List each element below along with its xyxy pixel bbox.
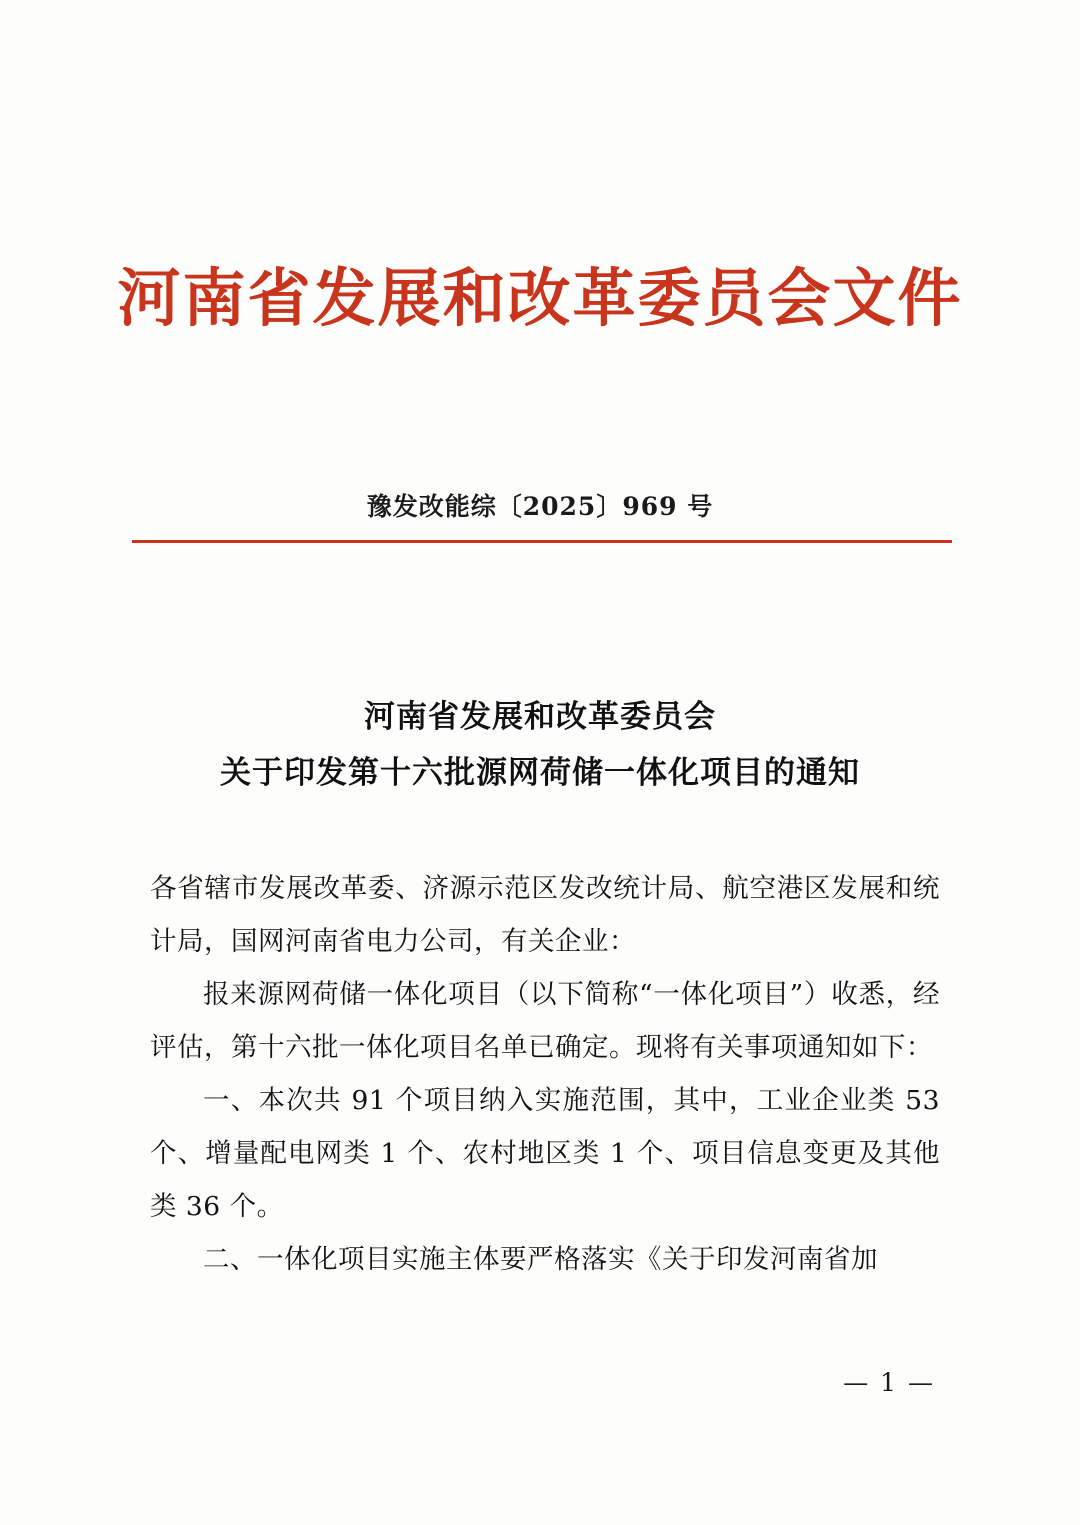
document-title-line-2: 关于印发第十六批源网荷储一体化项目的通知 — [220, 754, 860, 791]
body-addressee: 各省辖市发展改革委、济源示范区发改统计局、航空港区发展和统计局，国网河南省电力公司，有关企业： — [150, 873, 940, 957]
page-number: — 1 — — [843, 1368, 935, 1397]
masthead — [0, 262, 1080, 334]
red-divider-rule — [132, 540, 952, 543]
body-paragraph-3: 二、一体化项目实施主体要严格落实《关于印发河南省加 — [203, 1244, 878, 1275]
document-title — [0, 690, 1080, 802]
document-number: 豫发改能综〔2025〕969 号 — [366, 492, 714, 521]
document-title-line-1: 河南省发展和改革委员会 — [364, 699, 716, 735]
document-body — [150, 862, 940, 1286]
masthead-title: 河南省发展和改革委员会文件 — [117, 261, 963, 335]
body-paragraph-2: 一、本次共 91 个项目纳入实施范围，其中，工业企业类 53 个、增量配电网类 1 个、农村地区类 1 个、项目信息变更及其他类 36 个。 — [150, 1085, 940, 1222]
body-paragraph-1: 报来源网荷储一体化项目（以下简称“一体化项目”）收悉，经评估，第十六批一体化项目名单已确定。现将有关事项通知如下： — [150, 979, 940, 1063]
